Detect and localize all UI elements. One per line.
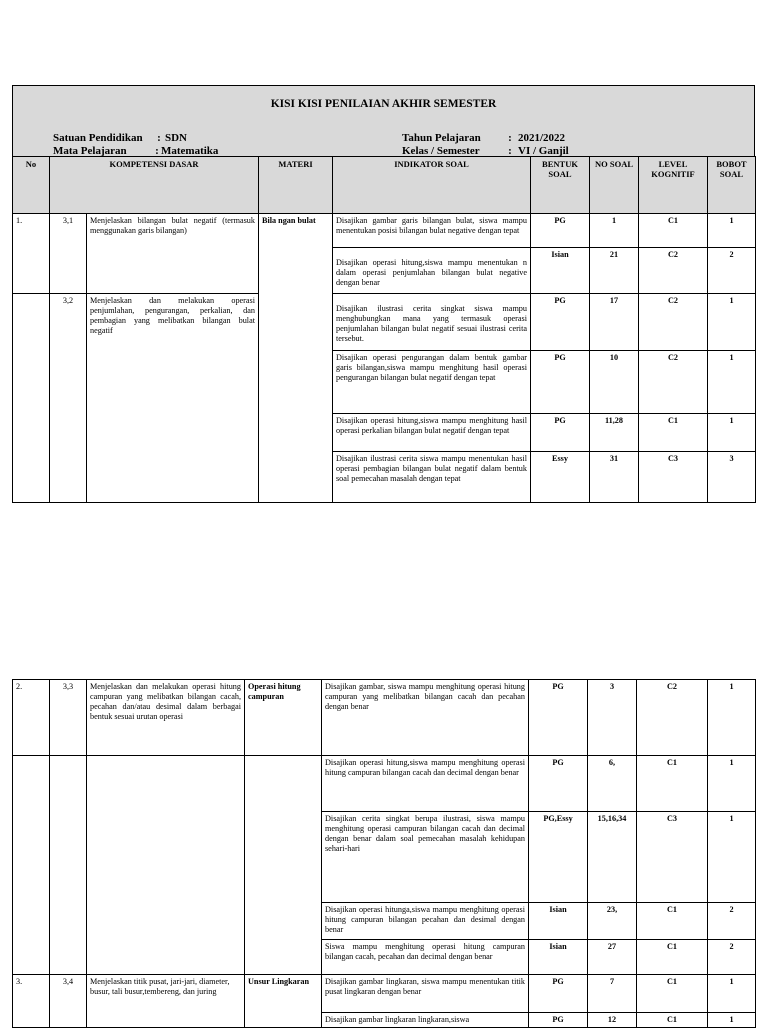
materi-text: Unsur Lingkaran bbox=[245, 975, 322, 1028]
level-kognitif: C1 bbox=[637, 975, 708, 1013]
bentuk-soal: PG bbox=[531, 414, 590, 452]
row-number bbox=[13, 294, 50, 503]
level-kognitif: C2 bbox=[637, 680, 708, 756]
bentuk-soal: PG,Essy bbox=[529, 812, 588, 903]
nomor-soal: 1 bbox=[590, 214, 639, 248]
kd-number: 3,4 bbox=[50, 975, 87, 1028]
nomor-soal: 27 bbox=[588, 940, 637, 975]
col-indikator-header: INDIKATOR SOAL bbox=[333, 157, 531, 214]
bobot-soal: 1 bbox=[708, 680, 756, 756]
table-row bbox=[13, 680, 756, 756]
kd-number: 3,2 bbox=[50, 294, 87, 503]
year-info: Tahun Pelajaran : 2021/2022 bbox=[402, 132, 566, 144]
document-title: KISI KISI PENILAIAN AKHIR SEMESTER bbox=[270, 98, 497, 110]
nomor-soal: 23, bbox=[588, 903, 637, 940]
bentuk-soal: PG bbox=[529, 756, 588, 812]
level-kognitif: C1 bbox=[637, 903, 708, 940]
bobot-soal: 1 bbox=[708, 975, 756, 1013]
nomor-soal: 15,16,34 bbox=[588, 812, 637, 903]
bentuk-soal: Essy bbox=[531, 452, 590, 503]
nomor-soal: 12 bbox=[588, 1013, 637, 1028]
kd-number: 3,1 bbox=[50, 214, 87, 294]
table-row bbox=[13, 756, 756, 812]
table-row bbox=[13, 294, 756, 351]
materi-text: Bila ngan bulat bbox=[259, 214, 333, 503]
row-number bbox=[13, 756, 50, 975]
kd-text: Menjelaskan dan melakukan operasi penjumlahan, pengurangan, perkalian, dan pembagian yang melibatkan bilangan bulat negatif bbox=[87, 294, 259, 503]
col-bentuk-header: BENTUK SOAL bbox=[531, 157, 590, 214]
materi-text: Operasi hitung campuran bbox=[245, 680, 322, 756]
kd-text bbox=[87, 756, 245, 975]
nomor-soal: 7 bbox=[588, 975, 637, 1013]
col-nosoal-header: NO SOAL bbox=[590, 157, 639, 214]
subject-value: Matematika bbox=[161, 145, 219, 157]
level-kognitif: C3 bbox=[637, 812, 708, 903]
school-info: Satuan Pendidikan : SDN bbox=[53, 132, 188, 144]
kd-number bbox=[50, 756, 87, 975]
materi-text bbox=[245, 756, 322, 975]
kd-text: Menjelaskan titik pusat, jari-jari, diameter, busur, tali busur,tembereng, dan juring bbox=[87, 975, 245, 1028]
subject-info: Mata Pelajaran : Matematika bbox=[53, 145, 219, 157]
bobot-soal: 1 bbox=[708, 214, 756, 248]
bobot-soal: 1 bbox=[708, 351, 756, 414]
level-kognitif: C1 bbox=[639, 414, 708, 452]
indikator-text: Disajikan operasi hitung,siswa mampu menghitung hasil operasi perkalian bilangan bulat negatif dengan tepat bbox=[333, 414, 531, 452]
nomor-soal: 6, bbox=[588, 756, 637, 812]
col-level-header: LEVEL KOGNITIF bbox=[639, 157, 708, 214]
level-kognitif: C1 bbox=[637, 940, 708, 975]
nomor-soal: 31 bbox=[590, 452, 639, 503]
indikator-text: Disajikan operasi hitung,siswa mampu menentukan n dalam operasi penjumlahan bilangan bulat negative dengan benar bbox=[333, 248, 531, 294]
col-no-header: No bbox=[13, 157, 50, 214]
row-number: 1. bbox=[13, 214, 50, 294]
bentuk-soal: PG bbox=[529, 1013, 588, 1028]
nomor-soal: 17 bbox=[590, 294, 639, 351]
bobot-soal: 2 bbox=[708, 940, 756, 975]
bentuk-soal: PG bbox=[529, 680, 588, 756]
level-kognitif: C1 bbox=[639, 214, 708, 248]
nomor-soal: 21 bbox=[590, 248, 639, 294]
level-kognitif: C1 bbox=[637, 1013, 708, 1028]
level-kognitif: C2 bbox=[639, 351, 708, 414]
document-header bbox=[12, 85, 755, 156]
bentuk-soal: PG bbox=[529, 975, 588, 1013]
kd-number: 3,3 bbox=[50, 680, 87, 756]
level-kognitif: C3 bbox=[639, 452, 708, 503]
kd-text: Menjelaskan bilangan bulat negatif (termasuk menggunakan garis bilangan) bbox=[87, 214, 259, 294]
bentuk-soal: PG bbox=[531, 351, 590, 414]
bentuk-soal: Isian bbox=[531, 248, 590, 294]
col-kd-header: KOMPETENSI DASAR bbox=[50, 157, 259, 214]
bobot-soal: 1 bbox=[708, 812, 756, 903]
bobot-soal: 1 bbox=[708, 1013, 756, 1028]
nomor-soal: 11,28 bbox=[590, 414, 639, 452]
grid-table-page-2 bbox=[12, 679, 756, 1028]
class-info: Kelas / Semester : VI / Ganjil bbox=[402, 145, 569, 157]
table-row bbox=[13, 214, 756, 248]
indikator-text: Disajikan gambar garis bilangan bulat, siswa mampu menentukan posisi bilangan bulat negative dengan tepat bbox=[333, 214, 531, 248]
grid-table-page-1 bbox=[12, 156, 756, 503]
year-label: Tahun Pelajaran bbox=[402, 132, 481, 144]
bobot-soal: 1 bbox=[708, 756, 756, 812]
school-label: Satuan Pendidikan bbox=[53, 132, 143, 144]
bentuk-soal: PG bbox=[531, 214, 590, 248]
indikator-text: Disajikan gambar lingkaran, siswa mampu menentukan titik pusat lingkaran dengan benar bbox=[322, 975, 529, 1013]
bobot-soal: 3 bbox=[708, 452, 756, 503]
indikator-text: Disajikan operasi hitung,siswa mampu menghitung operasi hitung campuran bilangan cacah dan decimal dengan benar bbox=[322, 756, 529, 812]
level-kognitif: C2 bbox=[639, 248, 708, 294]
row-number: 3. bbox=[13, 975, 50, 1028]
row-number: 2. bbox=[13, 680, 50, 756]
nomor-soal: 3 bbox=[588, 680, 637, 756]
bentuk-soal: Isian bbox=[529, 903, 588, 940]
year-value: 2021/2022 bbox=[518, 132, 566, 144]
col-materi-header: MATERI bbox=[259, 157, 333, 214]
indikator-text: Disajikan ilustrasi cerita singkat siswa mampu menghubungkan mana yang termasuk operasi penjumlahan bilangan bulat negatif sesuai ilustrasi cerita tersebut. bbox=[333, 294, 531, 351]
kd-text: Menjelaskan dan melakukan operasi hitung campuran yang melibatkan bilangan cacah, pecahan dan/atau desimal dalam berbagai bentuk sesuai urutan operasi bbox=[87, 680, 245, 756]
indikator-text: Disajikan operasi hitunga,siswa mampu menghitung operasi hitung campuran bilangan pecahan dan desimal dengan benar bbox=[322, 903, 529, 940]
level-kognitif: C1 bbox=[637, 756, 708, 812]
bobot-soal: 1 bbox=[708, 414, 756, 452]
bentuk-soal: PG bbox=[531, 294, 590, 351]
indikator-text: Disajikan ilustrasi cerita siswa mampu menentukan hasil operasi pembagian bilangan bulat negatif dalam bentuk soal pemecahan masalah dengan tepat bbox=[333, 452, 531, 503]
indikator-text: Disajikan gambar lingkaran lingkaran,siswa bbox=[322, 1013, 529, 1028]
table-row bbox=[13, 975, 756, 1013]
subject-label: Mata Pelajaran bbox=[53, 145, 127, 157]
nomor-soal: 10 bbox=[590, 351, 639, 414]
level-kognitif: C2 bbox=[639, 294, 708, 351]
bobot-soal: 2 bbox=[708, 903, 756, 940]
class-label: Kelas / Semester bbox=[402, 145, 480, 157]
table-header-row bbox=[13, 157, 756, 214]
bobot-soal: 2 bbox=[708, 248, 756, 294]
indikator-text: Siswa mampu menghitung operasi hitung campuran bilangan cacah, pecahan dan decimal dengan benar bbox=[322, 940, 529, 975]
indikator-text: Disajikan gambar, siswa mampu menghitung operasi hitung campuran yang melibatkan bilangan cacah dan pecahan dengan benar bbox=[322, 680, 529, 756]
bentuk-soal: Isian bbox=[529, 940, 588, 975]
school-value: SDN bbox=[165, 132, 188, 144]
indikator-text: Disajikan operasi pengurangan dalam bentuk gambar garis bilangan,siswa mampu menghitung hasil operasi pengurangan bilangan bulat negatif dengan tepat bbox=[333, 351, 531, 414]
bobot-soal: 1 bbox=[708, 294, 756, 351]
class-value: VI / Ganjil bbox=[518, 145, 569, 157]
col-bobot-header: BOBOT SOAL bbox=[708, 157, 756, 214]
indikator-text: Disajikan cerita singkat berupa ilustrasi, siswa mampu menghitung operasi campuran bilangan cacah dan decimal dengan benar dalam soal pemecahan masalah kehidupan sehari-hari bbox=[322, 812, 529, 903]
